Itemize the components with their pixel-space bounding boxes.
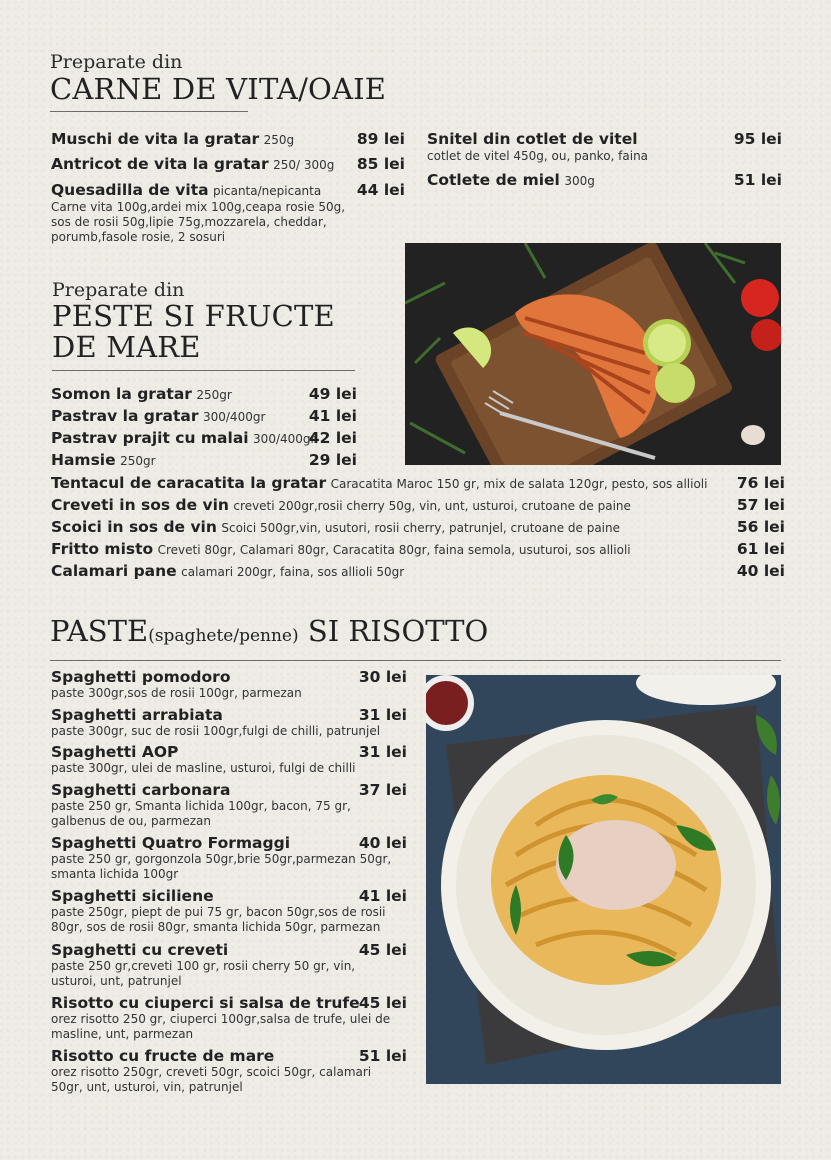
item-quantity: 250g bbox=[263, 133, 295, 147]
menu-item bbox=[51, 540, 731, 559]
item-name: Scoici in sos de vin bbox=[51, 518, 217, 536]
menu-item bbox=[51, 385, 232, 404]
item-price: 61 lei bbox=[736, 540, 785, 558]
item-price: 57 lei bbox=[736, 496, 785, 514]
menu-item bbox=[51, 474, 731, 493]
item-name: Snitel din cotlet de vitel bbox=[427, 130, 638, 148]
menu-item bbox=[51, 429, 315, 448]
item-description: paste 250 gr,creveti 100 gr, rosii cherry 50 gr, vin, usturoi, unt, patrunjel bbox=[51, 959, 356, 988]
item-price: 37 lei bbox=[358, 781, 407, 799]
item-name: Tentacul de caracatita la gratar bbox=[51, 474, 327, 492]
menu-item bbox=[51, 407, 265, 426]
item-quantity: 250gr bbox=[196, 388, 232, 402]
item-name: Fritto misto bbox=[51, 540, 154, 558]
item-name: Antricot de vita la gratar bbox=[51, 155, 269, 173]
menu-item bbox=[427, 171, 727, 190]
item-quantity: 250gr bbox=[120, 454, 156, 468]
spaghetti-carbonara-photo bbox=[426, 675, 781, 1084]
item-description: paste 250gr, piept de pui 75 gr, bacon 50gr,sos de rosii 80gr, sos de rosii 80gr, smanta lichida 50gr, parmezan bbox=[51, 905, 386, 934]
item-price: 42 lei bbox=[308, 429, 357, 447]
item-name: Spaghetti pomodoro bbox=[51, 668, 231, 686]
item-price: 56 lei bbox=[736, 518, 785, 536]
item-name: Spaghetti cu creveti bbox=[51, 941, 229, 959]
item-quantity: picanta/nepicanta bbox=[213, 184, 322, 198]
item-price: 51 lei bbox=[733, 171, 782, 189]
menu-item bbox=[51, 562, 731, 581]
item-description: cotlet de vitel 450g, ou, panko, faina bbox=[427, 149, 649, 163]
item-price: 44 lei bbox=[356, 181, 405, 199]
item-price: 45 lei bbox=[358, 941, 407, 959]
pasta-section-title bbox=[50, 614, 488, 648]
pasta-title-small: (spaghete/penne) bbox=[148, 626, 299, 646]
item-price: 76 lei bbox=[736, 474, 785, 492]
pasta-section-rule bbox=[50, 660, 781, 661]
item-description: creveti 200gr,rosii cherry 50g, vin, unt, usturoi, crutoane de paine bbox=[233, 499, 631, 513]
item-name: Spaghetti arrabiata bbox=[51, 706, 223, 724]
item-quantity: 300/400gr bbox=[202, 410, 266, 424]
menu-item bbox=[51, 155, 351, 174]
item-quantity: 300g bbox=[564, 174, 595, 188]
menu-item bbox=[51, 181, 351, 245]
item-name: Hamsie bbox=[51, 451, 116, 469]
menu-item bbox=[51, 130, 351, 149]
item-price: 41 lei bbox=[308, 407, 357, 425]
menu-item bbox=[51, 518, 731, 537]
item-name: Calamari pane bbox=[51, 562, 177, 580]
item-name: Cotlete de miel bbox=[427, 171, 560, 189]
item-description: Creveti 80gr, Calamari 80gr, Caracatita 80gr, faina semola, usuturoi, sos allioli bbox=[157, 543, 631, 557]
item-name: Spaghetti AOP bbox=[51, 743, 179, 761]
item-description: Caracatita Maroc 150 gr, mix de salata 120gr, pesto, sos allioli bbox=[330, 477, 708, 491]
item-price: 49 lei bbox=[308, 385, 357, 403]
item-price: 29 lei bbox=[308, 451, 357, 469]
grilled-salmon-photo bbox=[405, 243, 781, 465]
item-price: 41 lei bbox=[358, 887, 407, 905]
menu-item bbox=[51, 451, 156, 470]
item-name: Risotto cu ciuperci si salsa de trufe bbox=[51, 994, 360, 1012]
item-name: Pastrav la gratar bbox=[51, 407, 199, 425]
item-name: Spaghetti siciliene bbox=[51, 887, 214, 905]
item-price: 95 lei bbox=[733, 130, 782, 148]
beef-section-subtitle: Preparate din bbox=[50, 51, 183, 73]
beef-section-rule bbox=[50, 111, 248, 112]
item-name: Risotto cu fructe de mare bbox=[51, 1047, 275, 1065]
item-quantity: 300/400gr bbox=[253, 432, 316, 446]
item-name: Muschi de vita la gratar bbox=[51, 130, 260, 148]
item-price: 30 lei bbox=[358, 668, 407, 686]
item-name: Creveti in sos de vin bbox=[51, 496, 229, 514]
item-description: paste 250 gr, gorgonzola 50gr,brie 50gr,parmezan 50gr, smanta lichida 100gr bbox=[51, 852, 392, 881]
menu-item bbox=[51, 496, 731, 515]
item-description: orez risotto 250gr, creveti 50gr, scoici 50gr, calamari 50gr, unt, usturoi, vin, patrunjel bbox=[51, 1065, 372, 1094]
item-description: calamari 200gr, faina, sos allioli 50gr bbox=[181, 565, 405, 579]
item-description: paste 300gr, suc de rosii 100gr,fulgi de chilli, patrunjel bbox=[51, 724, 381, 738]
menu-item bbox=[427, 130, 727, 164]
item-description: Scoici 500gr,vin, usutori, rosii cherry, patrunjel, crutoane de paine bbox=[221, 521, 621, 535]
item-description: paste 300gr,sos de rosii 100gr, parmezan bbox=[51, 686, 302, 700]
item-name: Quesadilla de vita bbox=[51, 181, 209, 199]
item-price: 31 lei bbox=[358, 743, 407, 761]
fish-section-title-line2: DE MARE bbox=[52, 330, 201, 364]
item-quantity: 250/ 300g bbox=[273, 158, 335, 172]
item-price: 51 lei bbox=[358, 1047, 407, 1065]
item-price: 45 lei bbox=[358, 994, 407, 1012]
fish-section-title-line1: PESTE SI FRUCTE bbox=[52, 299, 335, 333]
item-name: Spaghetti carbonara bbox=[51, 781, 231, 799]
item-price: 89 lei bbox=[356, 130, 405, 148]
item-description: paste 300gr, ulei de masline, usturoi, fulgi de chilli bbox=[51, 761, 356, 775]
pasta-title-end: SI RISOTTO bbox=[298, 614, 489, 648]
item-name: Pastrav prajit cu malai bbox=[51, 429, 249, 447]
beef-section-title: CARNE DE VITA/OAIE bbox=[50, 72, 387, 106]
item-name: Somon la gratar bbox=[51, 385, 192, 403]
item-price: 40 lei bbox=[358, 834, 407, 852]
item-price: 85 lei bbox=[356, 155, 405, 173]
fish-section-subtitle: Preparate din bbox=[52, 279, 185, 301]
item-price: 40 lei bbox=[736, 562, 785, 580]
item-description: Carne vita 100g,ardei mix 100g,ceapa rosie 50g, sos de rosii 50g,lipie 75g,mozzarela, cheddar, porumb,fasole rosie, 2 sosuri bbox=[51, 200, 346, 244]
item-description: orez risotto 250 gr, ciuperci 100gr,salsa de trufe, ulei de masline, unt, parmezan bbox=[51, 1012, 391, 1041]
item-price: 31 lei bbox=[358, 706, 407, 724]
fish-section-rule bbox=[52, 370, 355, 371]
item-name: Spaghetti Quatro Formaggi bbox=[51, 834, 291, 852]
item-description: paste 250 gr, Smanta lichida 100gr, bacon, 75 gr, galbenus de ou, parmezan bbox=[51, 799, 351, 828]
pasta-title-main: PASTE bbox=[50, 614, 149, 648]
